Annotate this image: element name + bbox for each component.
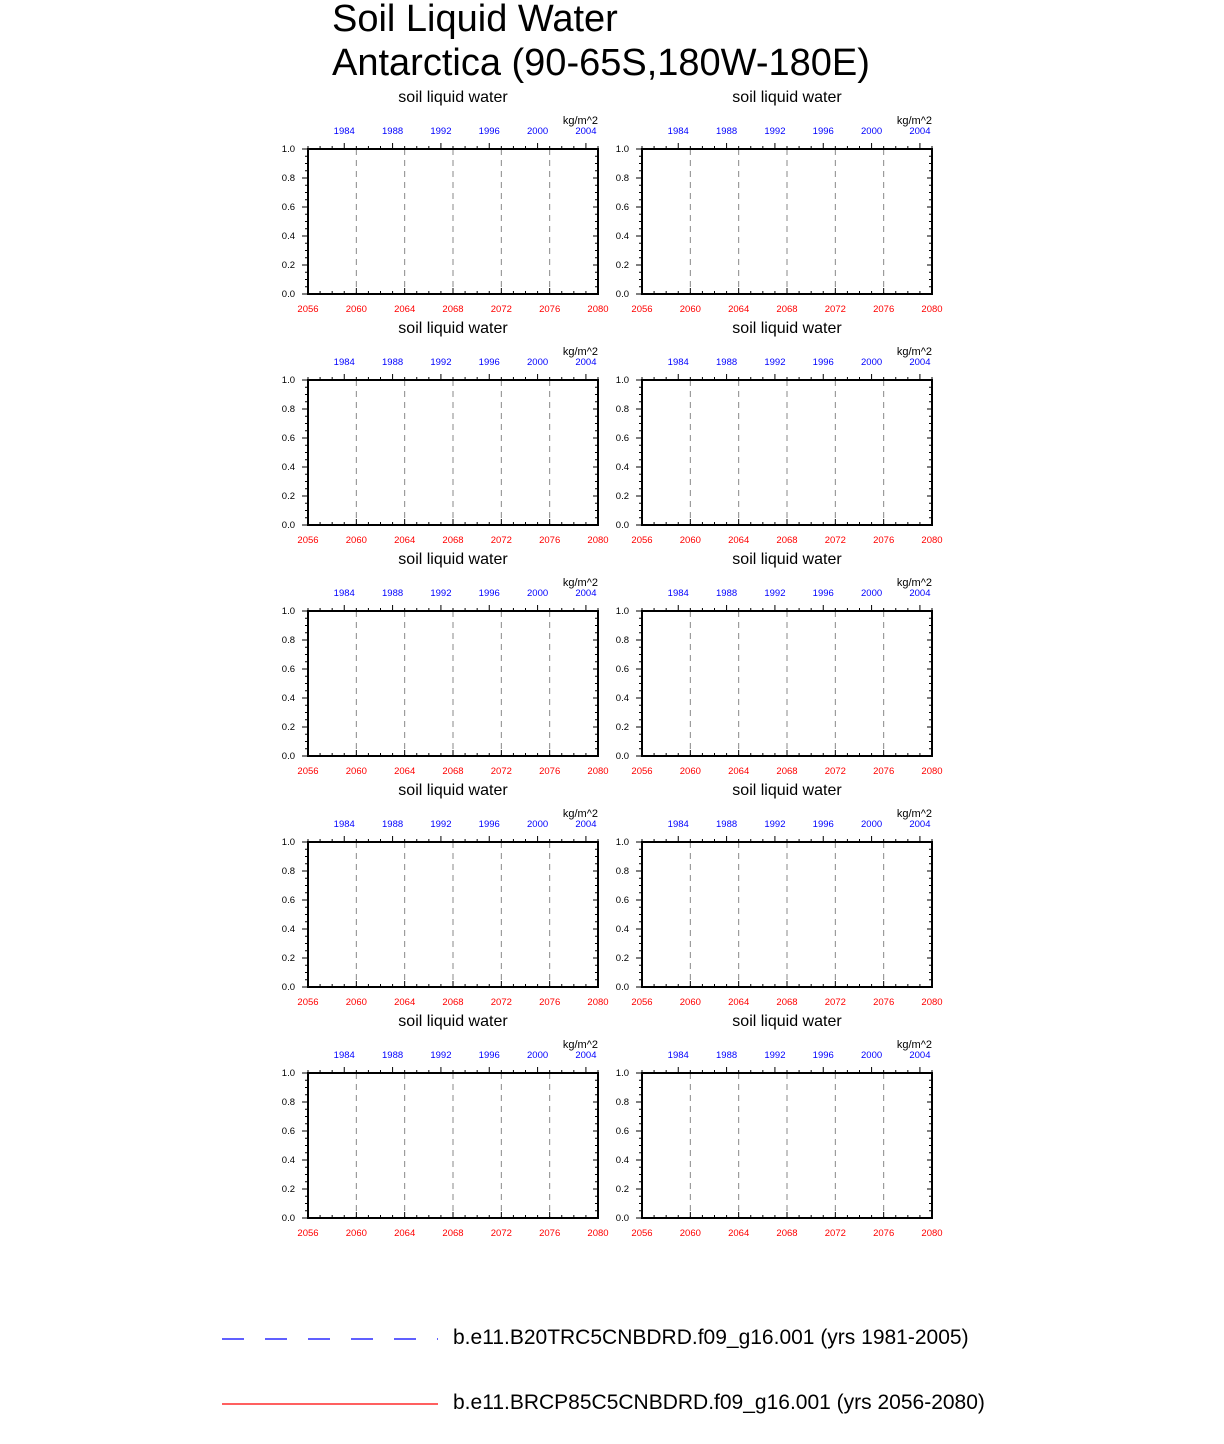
x-top-tick-label: 2004: [575, 1050, 597, 1061]
legend-item-historical: [0, 1324, 1224, 1354]
legend-swatch-solid-red: [222, 1403, 438, 1405]
x-top-tick-label: 1992: [764, 819, 786, 830]
y-tick-label: 0.8: [615, 635, 629, 646]
x-top-tick-label: 2004: [575, 819, 597, 830]
x-top-tick-label: 2004: [909, 357, 931, 368]
x-bottom-tick-label: 2080: [587, 766, 609, 777]
x-bottom-tick-label: 2072: [490, 535, 512, 546]
y-tick-label: 0.2: [281, 722, 295, 733]
units-label: kg/m^2: [562, 115, 598, 127]
y-tick-label: 0.2: [615, 722, 629, 733]
x-top-tick-label: 1984: [333, 588, 355, 599]
panel-title: soil liquid water: [732, 551, 842, 568]
y-tick-label: 1.0: [281, 606, 295, 617]
chart-panel: [616, 782, 943, 1008]
y-tick-label: 0.0: [615, 1213, 629, 1224]
x-bottom-tick-label: 2056: [631, 997, 653, 1008]
x-bottom-tick-label: 2064: [394, 997, 416, 1008]
panel-title: soil liquid water: [398, 89, 508, 106]
x-top-tick-label: 1988: [382, 588, 404, 599]
x-bottom-tick-label: 2076: [873, 535, 895, 546]
y-tick-label: 0.2: [615, 260, 629, 271]
y-tick-label: 1.0: [281, 144, 295, 155]
x-top-tick-label: 1988: [382, 819, 404, 830]
x-top-tick-label: 1992: [430, 819, 452, 830]
x-top-tick-label: 1988: [382, 1050, 404, 1061]
x-top-tick-label: 2000: [861, 357, 883, 368]
panel-title: soil liquid water: [732, 89, 842, 106]
y-tick-label: 0.4: [615, 924, 629, 935]
y-tick-label: 0.6: [615, 664, 629, 675]
y-tick-label: 0.4: [281, 462, 295, 473]
chart-panel: [616, 320, 943, 546]
y-tick-label: 0.2: [615, 1184, 629, 1195]
y-tick-label: 0.8: [615, 173, 629, 184]
x-top-tick-label: 1996: [812, 126, 834, 137]
title-line-2: Antarctica (90-65S,180W-180E): [332, 42, 870, 84]
x-bottom-tick-label: 2072: [824, 766, 846, 777]
y-tick-label: 0.2: [281, 491, 295, 502]
x-bottom-tick-label: 2080: [921, 997, 943, 1008]
x-top-tick-label: 1996: [812, 1050, 834, 1061]
x-top-tick-label: 2000: [861, 1050, 883, 1061]
x-top-tick-label: 1984: [667, 126, 689, 137]
x-bottom-tick-label: 2056: [631, 304, 653, 315]
x-top-tick-label: 1992: [764, 357, 786, 368]
x-bottom-tick-label: 2072: [824, 1228, 846, 1239]
y-tick-label: 0.0: [615, 520, 629, 531]
y-tick-label: 0.8: [615, 404, 629, 415]
units-label: kg/m^2: [896, 346, 932, 358]
y-tick-label: 0.8: [281, 404, 295, 415]
chart-panel: [616, 551, 943, 777]
x-top-tick-label: 1992: [430, 357, 452, 368]
y-tick-label: 0.2: [615, 953, 629, 964]
x-bottom-tick-label: 2068: [442, 766, 464, 777]
x-bottom-tick-label: 2060: [679, 304, 701, 315]
panel-title: soil liquid water: [732, 320, 842, 337]
x-bottom-tick-label: 2056: [297, 997, 319, 1008]
x-top-tick-label: 1996: [478, 357, 500, 368]
x-bottom-tick-label: 2080: [921, 304, 943, 315]
y-tick-label: 0.0: [615, 982, 629, 993]
x-bottom-tick-label: 2064: [728, 535, 750, 546]
x-top-tick-label: 1992: [764, 588, 786, 599]
units-label: kg/m^2: [562, 1039, 598, 1051]
x-top-tick-label: 1984: [333, 126, 355, 137]
x-bottom-tick-label: 2060: [345, 1228, 367, 1239]
y-tick-label: 1.0: [615, 1068, 629, 1079]
x-bottom-tick-label: 2056: [631, 1228, 653, 1239]
panel-title: soil liquid water: [398, 1013, 508, 1030]
x-top-tick-label: 2004: [909, 819, 931, 830]
x-bottom-tick-label: 2064: [394, 304, 416, 315]
panel-title: soil liquid water: [732, 782, 842, 799]
y-tick-label: 0.8: [281, 1097, 295, 1108]
y-tick-label: 0.6: [615, 433, 629, 444]
x-bottom-tick-label: 2072: [490, 1228, 512, 1239]
y-tick-label: 0.6: [615, 202, 629, 213]
y-tick-label: 0.6: [615, 895, 629, 906]
x-bottom-tick-label: 2064: [728, 304, 750, 315]
y-tick-label: 0.0: [281, 1213, 295, 1224]
x-bottom-tick-label: 2068: [776, 766, 798, 777]
units-label: kg/m^2: [896, 808, 932, 820]
y-tick-label: 0.0: [281, 520, 295, 531]
x-top-tick-label: 1988: [716, 126, 738, 137]
y-tick-label: 0.8: [281, 866, 295, 877]
x-bottom-tick-label: 2064: [728, 997, 750, 1008]
x-bottom-tick-label: 2068: [442, 304, 464, 315]
x-bottom-tick-label: 2064: [394, 1228, 416, 1239]
x-top-tick-label: 2000: [527, 588, 549, 599]
legend-item-future: [0, 1389, 1224, 1419]
x-bottom-tick-label: 2076: [873, 766, 895, 777]
units-label: kg/m^2: [896, 1039, 932, 1051]
title-line-1: Soil Liquid Water: [332, 0, 618, 40]
x-bottom-tick-label: 2076: [873, 1228, 895, 1239]
x-bottom-tick-label: 2076: [539, 1228, 561, 1239]
chart-panel: [282, 320, 609, 546]
x-bottom-tick-label: 2068: [776, 997, 798, 1008]
x-bottom-tick-label: 2076: [539, 766, 561, 777]
x-top-tick-label: 1992: [430, 126, 452, 137]
units-label: kg/m^2: [562, 808, 598, 820]
legend-label-historical: b.e11.B20TRC5CNBDRD.f09_g16.001 (yrs 1981-2005): [453, 1326, 969, 1349]
y-tick-label: 0.6: [281, 202, 295, 213]
y-tick-label: 0.4: [281, 231, 295, 242]
x-bottom-tick-label: 2080: [587, 997, 609, 1008]
x-bottom-tick-label: 2072: [490, 304, 512, 315]
y-tick-label: 1.0: [281, 1068, 295, 1079]
x-bottom-tick-label: 2064: [394, 766, 416, 777]
x-top-tick-label: 1996: [478, 588, 500, 599]
panel-title: soil liquid water: [398, 551, 508, 568]
x-bottom-tick-label: 2076: [539, 535, 561, 546]
panel-title: soil liquid water: [398, 782, 508, 799]
y-tick-label: 0.2: [281, 260, 295, 271]
chart-panel: [616, 89, 943, 315]
x-bottom-tick-label: 2056: [297, 1228, 319, 1239]
x-top-tick-label: 2004: [909, 126, 931, 137]
panel-title: soil liquid water: [732, 1013, 842, 1030]
x-bottom-tick-label: 2072: [824, 535, 846, 546]
y-tick-label: 0.4: [615, 1155, 629, 1166]
x-top-tick-label: 1996: [478, 1050, 500, 1061]
x-bottom-tick-label: 2060: [345, 997, 367, 1008]
y-tick-label: 0.0: [615, 751, 629, 762]
y-tick-label: 1.0: [615, 375, 629, 386]
x-top-tick-label: 1992: [764, 126, 786, 137]
x-top-tick-label: 1984: [667, 588, 689, 599]
x-top-tick-label: 1992: [764, 1050, 786, 1061]
x-bottom-tick-label: 2068: [442, 1228, 464, 1239]
x-top-tick-label: 2004: [575, 357, 597, 368]
legend-swatch-dashed-blue: [222, 1338, 438, 1340]
x-top-tick-label: 1988: [716, 1050, 738, 1061]
y-tick-label: 1.0: [281, 375, 295, 386]
x-top-tick-label: 1996: [812, 357, 834, 368]
x-bottom-tick-label: 2064: [394, 535, 416, 546]
y-tick-label: 0.8: [281, 173, 295, 184]
y-tick-label: 0.0: [281, 982, 295, 993]
y-tick-label: 0.4: [281, 1155, 295, 1166]
x-bottom-tick-label: 2076: [539, 304, 561, 315]
x-bottom-tick-label: 2068: [442, 997, 464, 1008]
x-top-tick-label: 1988: [382, 357, 404, 368]
x-top-tick-label: 1992: [430, 588, 452, 599]
x-top-tick-label: 1984: [333, 819, 355, 830]
y-tick-label: 0.8: [615, 1097, 629, 1108]
x-bottom-tick-label: 2076: [539, 997, 561, 1008]
x-bottom-tick-label: 2080: [587, 1228, 609, 1239]
y-tick-label: 1.0: [615, 606, 629, 617]
x-bottom-tick-label: 2056: [297, 304, 319, 315]
x-bottom-tick-label: 2060: [679, 1228, 701, 1239]
x-bottom-tick-label: 2080: [921, 535, 943, 546]
x-bottom-tick-label: 2072: [824, 304, 846, 315]
y-tick-label: 0.6: [615, 1126, 629, 1137]
x-top-tick-label: 1988: [716, 819, 738, 830]
x-bottom-tick-label: 2056: [297, 535, 319, 546]
x-top-tick-label: 1984: [667, 819, 689, 830]
x-bottom-tick-label: 2072: [490, 997, 512, 1008]
y-tick-label: 0.0: [281, 289, 295, 300]
chart-panel: [282, 782, 609, 1008]
y-tick-label: 0.4: [281, 693, 295, 704]
x-bottom-tick-label: 2080: [587, 304, 609, 315]
x-bottom-tick-label: 2068: [442, 535, 464, 546]
y-tick-label: 0.6: [281, 433, 295, 444]
x-top-tick-label: 1984: [333, 357, 355, 368]
x-bottom-tick-label: 2060: [679, 535, 701, 546]
x-top-tick-label: 2000: [527, 819, 549, 830]
x-top-tick-label: 1984: [333, 1050, 355, 1061]
y-tick-label: 0.6: [281, 895, 295, 906]
y-tick-label: 0.0: [615, 289, 629, 300]
x-bottom-tick-label: 2056: [631, 535, 653, 546]
x-top-tick-label: 1996: [478, 126, 500, 137]
x-bottom-tick-label: 2056: [297, 766, 319, 777]
chart-panel: [616, 1013, 943, 1239]
x-bottom-tick-label: 2056: [631, 766, 653, 777]
x-top-tick-label: 2004: [909, 588, 931, 599]
y-tick-label: 0.4: [615, 231, 629, 242]
x-bottom-tick-label: 2080: [921, 1228, 943, 1239]
chart-panel: [282, 551, 609, 777]
x-bottom-tick-label: 2060: [345, 304, 367, 315]
y-tick-label: 0.2: [281, 1184, 295, 1195]
x-top-tick-label: 2000: [861, 588, 883, 599]
y-tick-label: 0.4: [281, 924, 295, 935]
y-tick-label: 0.8: [281, 635, 295, 646]
y-tick-label: 1.0: [615, 837, 629, 848]
x-bottom-tick-label: 2080: [921, 766, 943, 777]
y-tick-label: 0.6: [281, 1126, 295, 1137]
y-tick-label: 1.0: [281, 837, 295, 848]
x-top-tick-label: 2000: [527, 1050, 549, 1061]
y-tick-label: 0.2: [615, 491, 629, 502]
x-top-tick-label: 1988: [716, 357, 738, 368]
x-top-tick-label: 2000: [527, 126, 549, 137]
x-top-tick-label: 1984: [667, 1050, 689, 1061]
x-top-tick-label: 1992: [430, 1050, 452, 1061]
x-bottom-tick-label: 2064: [728, 766, 750, 777]
units-label: kg/m^2: [562, 346, 598, 358]
units-label: kg/m^2: [896, 577, 932, 589]
legend-label-future: b.e11.BRCP85C5CNBDRD.f09_g16.001 (yrs 2056-2080): [453, 1391, 985, 1414]
x-bottom-tick-label: 2060: [345, 766, 367, 777]
y-tick-label: 0.4: [615, 462, 629, 473]
x-top-tick-label: 1984: [667, 357, 689, 368]
x-bottom-tick-label: 2072: [490, 766, 512, 777]
units-label: kg/m^2: [562, 577, 598, 589]
x-top-tick-label: 2004: [575, 126, 597, 137]
x-top-tick-label: 2000: [527, 357, 549, 368]
x-top-tick-label: 1996: [812, 588, 834, 599]
x-bottom-tick-label: 2076: [873, 997, 895, 1008]
y-tick-label: 0.4: [615, 693, 629, 704]
x-top-tick-label: 1988: [716, 588, 738, 599]
chart-panel: [282, 89, 609, 315]
x-bottom-tick-label: 2060: [679, 997, 701, 1008]
y-tick-label: 0.2: [281, 953, 295, 964]
x-top-tick-label: 2004: [909, 1050, 931, 1061]
x-top-tick-label: 2004: [575, 588, 597, 599]
chart-panel: [282, 1013, 609, 1239]
x-top-tick-label: 1996: [478, 819, 500, 830]
x-bottom-tick-label: 2064: [728, 1228, 750, 1239]
y-tick-label: 0.8: [615, 866, 629, 877]
x-bottom-tick-label: 2072: [824, 997, 846, 1008]
x-bottom-tick-label: 2076: [873, 304, 895, 315]
x-top-tick-label: 1988: [382, 126, 404, 137]
panel-title: soil liquid water: [398, 320, 508, 337]
units-label: kg/m^2: [896, 115, 932, 127]
x-bottom-tick-label: 2068: [776, 304, 798, 315]
x-top-tick-label: 1996: [812, 819, 834, 830]
x-bottom-tick-label: 2068: [776, 1228, 798, 1239]
y-tick-label: 1.0: [615, 144, 629, 155]
x-bottom-tick-label: 2060: [679, 766, 701, 777]
legend: [0, 1310, 1224, 1444]
x-top-tick-label: 2000: [861, 819, 883, 830]
x-bottom-tick-label: 2060: [345, 535, 367, 546]
x-bottom-tick-label: 2080: [587, 535, 609, 546]
y-tick-label: 0.0: [281, 751, 295, 762]
y-tick-label: 0.6: [281, 664, 295, 675]
x-top-tick-label: 2000: [861, 126, 883, 137]
x-bottom-tick-label: 2068: [776, 535, 798, 546]
